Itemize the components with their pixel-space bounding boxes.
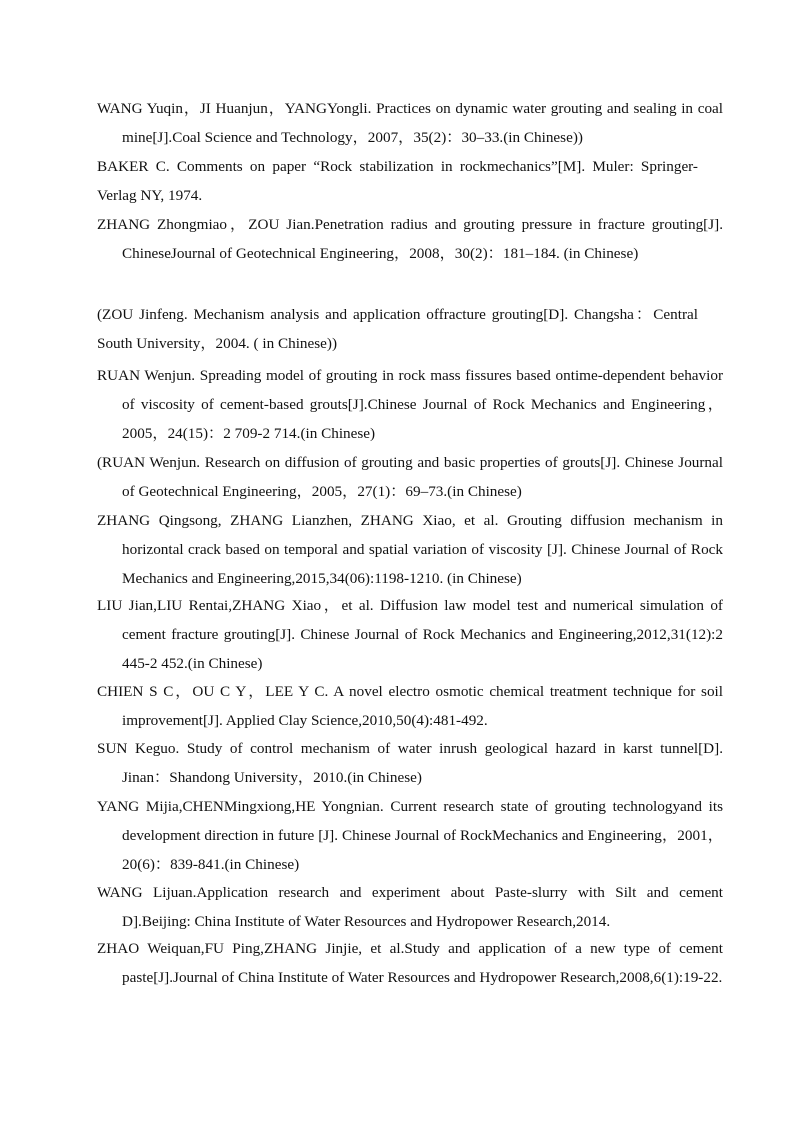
reference-entry: YANG Mijia,CHENMingxiong,HE Yongnian. Current research state of grouting technologyand its development direction in future [J]. Chinese Journal of RockMechanics and Engineering，2001，20(6)：839-841.(in Chinese)	[97, 798, 723, 873]
reference-entry: ZHANG Zhongmiao，ZOU Jian.Penetration radius and grouting pressure in fracture grouting[J]. ChineseJournal of Geotechnical Engineering，2008，30(2)：181–184. (in Chinese)	[97, 216, 723, 262]
reference-entry: ZHAO Weiquan,FU Ping,ZHANG Jinjie, et al.Study and application of a new type of cement paste[J].Journal of China Institute of Water Resources and Hydropower Research,2008,6(1):19-22.	[97, 940, 723, 986]
reference-entry: (ZOU Jinfeng. Mechanism analysis and application offracture grouting[D]. Changsha：Central South University，2004. ( in Chinese))	[97, 306, 698, 352]
reference-entry: RUAN Wenjun. Spreading model of grouting in rock mass fissures based ontime-dependent behavior of viscosity of cement-based grouts[J].Chinese Journal of Rock Mechanics and Engineering，2005，24(15)：2 709-2 714.(in Chinese)	[97, 367, 723, 442]
reference-entry: WANG Lijuan.Application research and experiment about Paste-slurry with Silt and cement D].Beijing: China Institute of Water Resources and Hydropower Research,2014.	[97, 884, 723, 930]
reference-entry: WANG Yuqin，JI Huanjun，YANGYongli. Practices on dynamic water grouting and sealing in coal mine[J].Coal Science and Technology，2007，35(2)：30–33.(in Chinese))	[97, 100, 723, 146]
reference-entry: CHIEN S C，OU C Y，LEE Y C. A novel electro osmotic chemical treatment technique for soil improvement[J]. Applied Clay Science,2010,50(4):481-492.	[97, 683, 723, 729]
reference-entry: (RUAN Wenjun. Research on diffusion of grouting and basic properties of grouts[J]. Chinese Journal of Geotechnical Engineering，2005，27(1)：69–73.(in Chinese)	[97, 454, 723, 500]
reference-entry: ZHANG Qingsong, ZHANG Lianzhen, ZHANG Xiao, et al. Grouting diffusion mechanism in horizontal crack based on temporal and spatial variation of viscosity [J]. Chinese Journal of Rock Mechanics and Engineering,2015,34(06):1198-1210. (in Chinese)	[97, 512, 723, 587]
reference-entry: BAKER C. Comments on paper “Rock stabilization in rockmechanics”[M]. Muler: Springer-Verlag NY, 1974.	[97, 158, 698, 204]
reference-entry: SUN Keguo. Study of control mechanism of water inrush geological hazard in karst tunnel[D]. Jinan：Shandong University，2010.(in Chinese)	[97, 740, 723, 786]
reference-entry: LIU Jian,LIU Rentai,ZHANG Xiao，et al. Diffusion law model test and numerical simulation of cement fracture grouting[J]. Chinese Journal of Rock Mechanics and Engineering,2012,31(12):2 445-2 452.(in Chinese)	[97, 597, 723, 672]
